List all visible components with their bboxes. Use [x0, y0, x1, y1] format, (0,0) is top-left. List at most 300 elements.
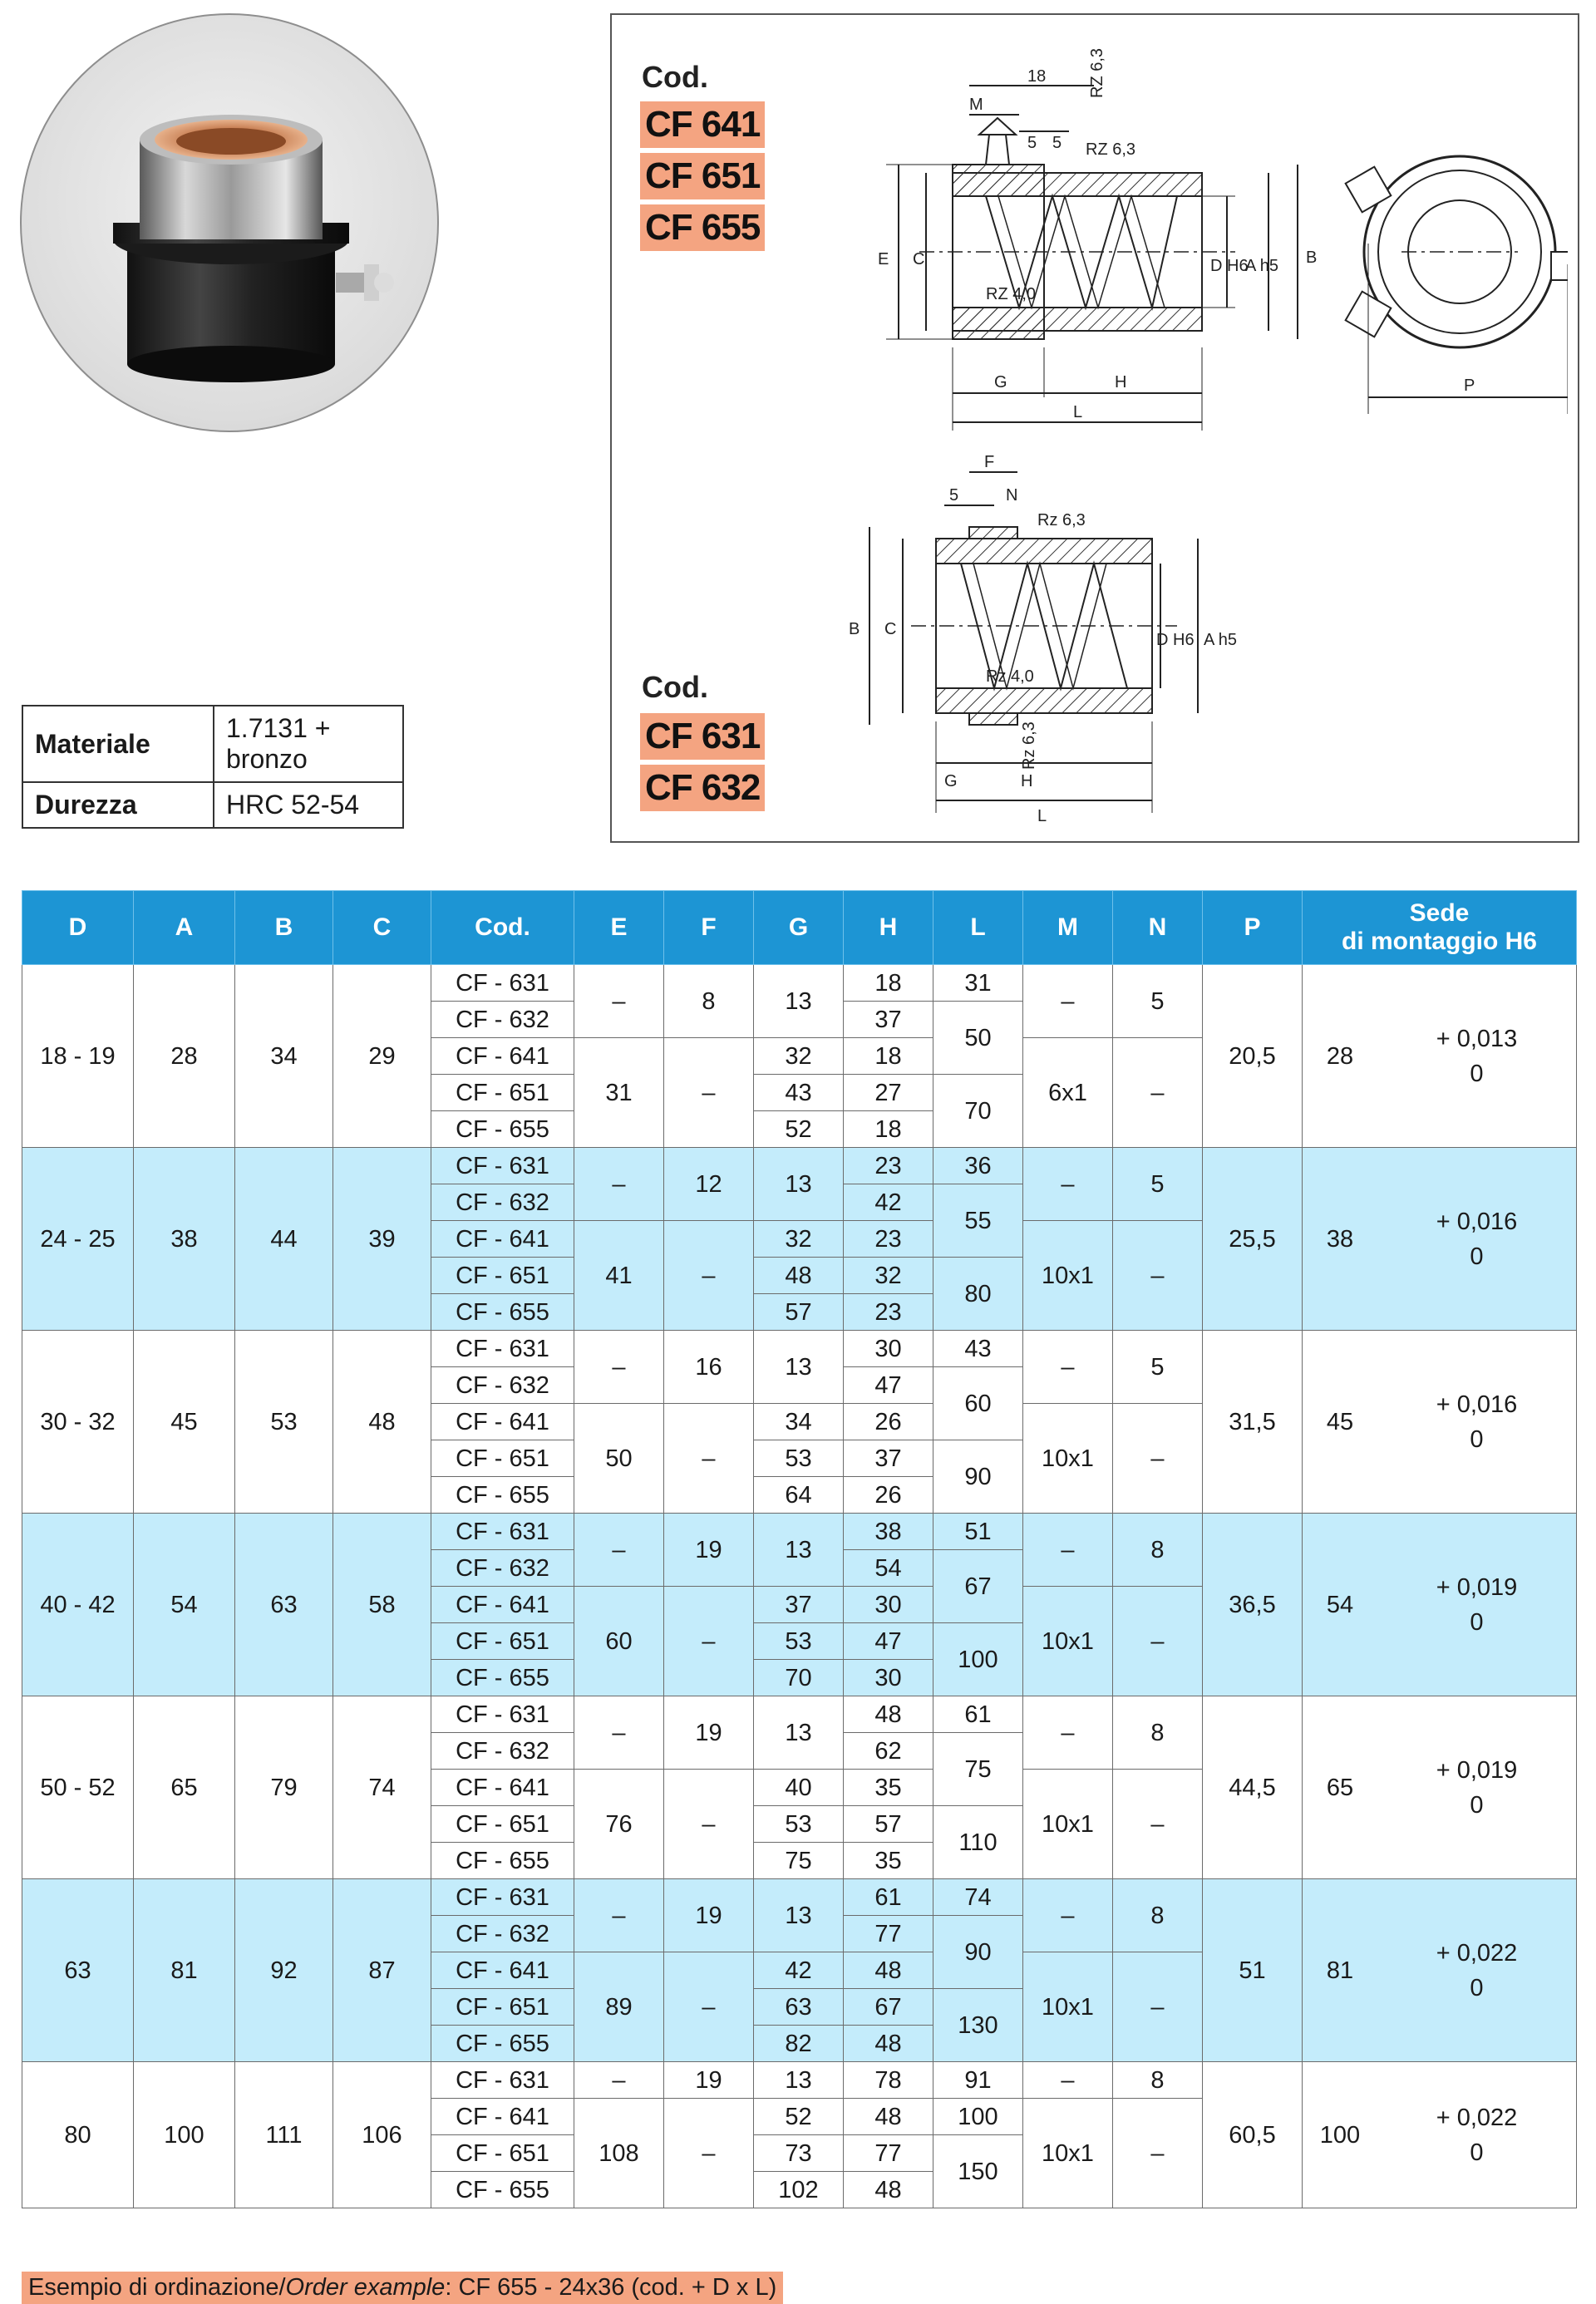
cell-N: 8 — [1113, 1879, 1203, 1952]
cell-B: 111 — [235, 2062, 333, 2208]
cell-B: 34 — [235, 965, 333, 1148]
cell-A: 28 — [134, 965, 235, 1148]
cell-sede — [1303, 1331, 1577, 1514]
table-row — [22, 965, 1577, 1002]
cell-C: 29 — [333, 965, 431, 1148]
cell-P: 36,5 — [1203, 1514, 1303, 1696]
cell-M: 6x1 — [1023, 1038, 1113, 1148]
label-rz-top-2: Rz 6,3 — [1037, 511, 1086, 529]
cell-L: 43 — [933, 1331, 1023, 1367]
cell-H: 47 — [844, 1367, 933, 1404]
cell-M: – — [1023, 1879, 1113, 1952]
hardness-row — [22, 782, 403, 828]
cell-G: 40 — [754, 1770, 844, 1806]
cell-F: – — [664, 1952, 754, 2062]
cell-G: 53 — [754, 1440, 844, 1477]
cod-label-top: Cod. — [642, 60, 708, 94]
cell-cod: CF - 655 — [431, 1477, 574, 1514]
cell-E: – — [574, 1331, 664, 1404]
cell-cod: CF - 632 — [431, 1733, 574, 1770]
cell-D: 40 - 42 — [22, 1514, 134, 1696]
sede-tolerance — [1377, 1387, 1576, 1457]
cell-A: 38 — [134, 1148, 235, 1331]
cell-D: 18 - 19 — [22, 965, 134, 1148]
material-row — [22, 706, 403, 782]
header-sede — [1303, 891, 1577, 965]
table-group — [22, 1696, 1577, 1879]
cell-F: – — [664, 2099, 754, 2208]
cell-cod: CF - 655 — [431, 2026, 574, 2062]
cell-F: 12 — [664, 1148, 754, 1221]
label-rz-bottom: Rz 6,3 — [1020, 721, 1038, 770]
header-F: F — [664, 891, 754, 965]
dimensions-table — [22, 890, 1577, 2208]
cell-N: 5 — [1113, 965, 1203, 1038]
label-H-2: H — [1021, 772, 1033, 790]
cell-L: 60 — [933, 1367, 1023, 1440]
label-C: C — [913, 250, 925, 268]
cell-H: 48 — [844, 1952, 933, 1989]
cell-N: 5 — [1113, 1331, 1203, 1404]
cell-F: – — [664, 1404, 754, 1514]
code-cf655: CF 655 — [640, 204, 765, 251]
cell-H: 27 — [844, 1075, 933, 1111]
order-italic: Order example — [285, 2274, 446, 2301]
cell-cod: CF - 631 — [431, 1514, 574, 1550]
cell-M: – — [1023, 965, 1113, 1038]
cell-G: 32 — [754, 1221, 844, 1258]
cell-H: 18 — [844, 1111, 933, 1148]
cell-G: 13 — [754, 1331, 844, 1404]
cell-cod: CF - 641 — [431, 1404, 574, 1440]
cell-D: 80 — [22, 2062, 134, 2208]
cell-G: 52 — [754, 1111, 844, 1148]
cell-N: 8 — [1113, 1514, 1203, 1587]
tolerance-plus: + 0,016 — [1436, 1391, 1518, 1418]
sede-tolerance — [1377, 1570, 1576, 1640]
cell-H: 77 — [844, 2135, 933, 2172]
cell-L: 74 — [933, 1879, 1023, 1916]
label-N: N — [1006, 486, 1018, 505]
cell-L: 90 — [933, 1916, 1023, 1989]
label-rz-top: RZ 6,3 — [1088, 48, 1106, 98]
cell-H: 61 — [844, 1879, 933, 1916]
cell-G: 13 — [754, 1514, 844, 1587]
header-G: G — [754, 891, 844, 965]
tolerance-plus: + 0,019 — [1436, 1573, 1518, 1601]
label-L-2: L — [1037, 807, 1047, 825]
cell-H: 35 — [844, 1770, 933, 1806]
cell-P: 20,5 — [1203, 965, 1303, 1148]
cell-H: 32 — [844, 1258, 933, 1294]
cell-F: 16 — [664, 1331, 754, 1404]
cell-L: 50 — [933, 1002, 1023, 1075]
header-N: N — [1113, 891, 1203, 965]
table-row — [22, 1331, 1577, 1367]
bushing-image — [22, 15, 437, 431]
cell-G: 53 — [754, 1806, 844, 1843]
label-F: F — [984, 453, 995, 471]
material-value: 1.7131 + bronzo — [214, 706, 403, 782]
label-5b: 5 — [1052, 134, 1062, 152]
tolerance-plus: + 0,019 — [1436, 1756, 1518, 1784]
cell-H: 35 — [844, 1843, 933, 1879]
cell-A: 45 — [134, 1331, 235, 1514]
cell-H: 23 — [844, 1294, 933, 1331]
cell-A: 100 — [134, 2062, 235, 2208]
header-D: D — [22, 891, 134, 965]
code-cf631: CF 631 — [640, 713, 765, 760]
tolerance-zero: 0 — [1470, 2139, 1484, 2166]
cell-C: 74 — [333, 1696, 431, 1879]
cell-G: 75 — [754, 1843, 844, 1879]
cell-N: – — [1113, 1404, 1203, 1514]
cell-E: 41 — [574, 1221, 664, 1331]
cell-cod: CF - 641 — [431, 1221, 574, 1258]
cell-H: 26 — [844, 1404, 933, 1440]
cell-cod: CF - 631 — [431, 1879, 574, 1916]
section-drawing-plain — [820, 447, 1285, 830]
cell-N: 8 — [1113, 2062, 1203, 2099]
cell-M: 10x1 — [1023, 1221, 1113, 1331]
cell-B: 53 — [235, 1331, 333, 1514]
hardness-label: Durezza — [22, 782, 214, 828]
cell-H: 67 — [844, 1989, 933, 2026]
label-E: E — [878, 250, 889, 268]
header-sede-line2: di montaggio H6 — [1342, 928, 1537, 955]
cell-F: 19 — [664, 2062, 754, 2099]
header-sede-line1: Sede — [1409, 899, 1470, 927]
cell-cod: CF - 631 — [431, 1696, 574, 1733]
cell-cod: CF - 651 — [431, 1075, 574, 1111]
label-5a: 5 — [1027, 134, 1037, 152]
label-B: B — [1306, 249, 1318, 267]
technical-drawing-panel — [610, 13, 1579, 843]
cell-H: 23 — [844, 1221, 933, 1258]
cell-A: 81 — [134, 1879, 235, 2062]
cell-G: 53 — [754, 1623, 844, 1660]
cell-P: 44,5 — [1203, 1696, 1303, 1879]
cell-L: 110 — [933, 1806, 1023, 1879]
cell-E: 31 — [574, 1038, 664, 1148]
cell-L: 130 — [933, 1989, 1023, 2062]
cell-N: – — [1113, 1221, 1203, 1331]
sede-tolerance — [1377, 2100, 1576, 2170]
cell-cod: CF - 641 — [431, 2099, 574, 2135]
label-D-H6: D H6 — [1210, 257, 1249, 275]
table-group — [22, 965, 1577, 1148]
material-table — [22, 705, 404, 829]
cell-L: 150 — [933, 2135, 1023, 2208]
sede-diameter: 28 — [1326, 1042, 1354, 1070]
tolerance-plus: + 0,013 — [1436, 1025, 1518, 1052]
tolerance-plus: + 0,022 — [1436, 2104, 1518, 2131]
cell-G: 13 — [754, 1879, 844, 1952]
cell-G: 63 — [754, 1989, 844, 2026]
cell-H: 23 — [844, 1148, 933, 1184]
cell-F: – — [664, 1038, 754, 1148]
sede-tolerance — [1377, 1753, 1576, 1823]
cell-cod: CF - 651 — [431, 2135, 574, 2172]
label-C-2: C — [884, 620, 897, 638]
cell-E: – — [574, 965, 664, 1038]
product-photo — [20, 13, 439, 432]
cell-G: 13 — [754, 1148, 844, 1221]
cell-C: 87 — [333, 1879, 431, 2062]
cell-H: 18 — [844, 1038, 933, 1075]
cell-cod: CF - 632 — [431, 1002, 574, 1038]
cell-G: 13 — [754, 1696, 844, 1770]
cell-M: – — [1023, 1514, 1113, 1587]
cell-N: 5 — [1113, 1148, 1203, 1221]
cell-N: 8 — [1113, 1696, 1203, 1770]
table-header-row — [22, 891, 1577, 965]
label-H: H — [1115, 373, 1127, 391]
cell-M: 10x1 — [1023, 2099, 1113, 2208]
cell-cod: CF - 655 — [431, 1843, 574, 1879]
cell-H: 38 — [844, 1514, 933, 1550]
cell-G: 82 — [754, 2026, 844, 2062]
cell-G: 42 — [754, 1952, 844, 1989]
cell-N: – — [1113, 1038, 1203, 1148]
cell-B: 44 — [235, 1148, 333, 1331]
cell-L: 31 — [933, 965, 1023, 1002]
cell-cod: CF - 641 — [431, 1038, 574, 1075]
cell-M: 10x1 — [1023, 1587, 1113, 1696]
cell-E: – — [574, 1879, 664, 1952]
cell-L: 91 — [933, 2062, 1023, 2099]
section-drawing-flanged — [820, 48, 1568, 447]
cell-G: 52 — [754, 2099, 844, 2135]
label-L: L — [1073, 403, 1083, 421]
label-P: P — [1464, 377, 1475, 395]
cell-G: 64 — [754, 1477, 844, 1514]
label-D-H6-2: D H6 — [1156, 631, 1195, 649]
cell-F: – — [664, 1587, 754, 1696]
header-A: A — [134, 891, 235, 965]
sede-tolerance — [1377, 1022, 1576, 1091]
cell-F: 8 — [664, 965, 754, 1038]
cell-L: 67 — [933, 1550, 1023, 1623]
cell-E: – — [574, 1696, 664, 1770]
header-H: H — [844, 891, 933, 965]
label-M: M — [969, 96, 983, 114]
cell-P: 31,5 — [1203, 1331, 1303, 1514]
cell-cod: CF - 651 — [431, 1806, 574, 1843]
header-cod: Cod. — [431, 891, 574, 965]
cell-M: 10x1 — [1023, 1952, 1113, 2062]
tolerance-zero: 0 — [1470, 1791, 1484, 1819]
cell-H: 77 — [844, 1916, 933, 1952]
sede-tolerance — [1377, 1204, 1576, 1274]
label-G: G — [994, 373, 1007, 391]
cell-L: 70 — [933, 1075, 1023, 1148]
cell-cod: CF - 641 — [431, 1770, 574, 1806]
cell-H: 42 — [844, 1184, 933, 1221]
cell-P: 51 — [1203, 1879, 1303, 2062]
cell-L: 75 — [933, 1733, 1023, 1806]
cell-L: 80 — [933, 1258, 1023, 1331]
cell-L: 100 — [933, 2099, 1023, 2135]
cell-H: 30 — [844, 1331, 933, 1367]
cell-cod: CF - 641 — [431, 1952, 574, 1989]
cell-H: 62 — [844, 1733, 933, 1770]
label-G-2: G — [944, 772, 958, 790]
table-group — [22, 1514, 1577, 1696]
cod-label-bottom: Cod. — [642, 670, 708, 704]
cell-G: 34 — [754, 1404, 844, 1440]
cell-P: 25,5 — [1203, 1148, 1303, 1331]
table-row — [22, 1879, 1577, 1916]
sede-diameter: 65 — [1326, 1774, 1354, 1801]
cell-H: 78 — [844, 2062, 933, 2099]
cell-cod: CF - 632 — [431, 1367, 574, 1404]
cell-F: 19 — [664, 1696, 754, 1770]
cell-L: 90 — [933, 1440, 1023, 1514]
cell-D: 24 - 25 — [22, 1148, 134, 1331]
cell-B: 92 — [235, 1879, 333, 2062]
tolerance-zero: 0 — [1470, 1060, 1484, 1087]
cell-H: 48 — [844, 2026, 933, 2062]
cell-cod: CF - 651 — [431, 1440, 574, 1477]
cell-L: 61 — [933, 1696, 1023, 1733]
sede-diameter: 81 — [1326, 1957, 1354, 1984]
cell-H: 37 — [844, 1002, 933, 1038]
cell-L: 51 — [933, 1514, 1023, 1550]
cell-E: 108 — [574, 2099, 664, 2208]
table-row — [22, 2062, 1577, 2099]
cell-H: 48 — [844, 2099, 933, 2135]
order-prefix: Esempio di ordinazione/ — [28, 2274, 286, 2301]
table-group — [22, 1879, 1577, 2062]
cell-D: 63 — [22, 1879, 134, 2062]
cell-M: – — [1023, 2062, 1113, 2099]
cell-G: 102 — [754, 2172, 844, 2208]
code-cf632: CF 632 — [640, 765, 765, 811]
cell-cod: CF - 655 — [431, 1660, 574, 1696]
cell-sede — [1303, 1696, 1577, 1879]
sede-diameter: 54 — [1326, 1591, 1354, 1618]
cell-G: 73 — [754, 2135, 844, 2172]
table-row — [22, 1514, 1577, 1550]
cell-N: – — [1113, 1952, 1203, 2062]
cell-B: 63 — [235, 1514, 333, 1696]
cell-H: 37 — [844, 1440, 933, 1477]
cell-E: 76 — [574, 1770, 664, 1879]
cell-cod: CF - 641 — [431, 1587, 574, 1623]
label-A-h5: A h5 — [1245, 257, 1279, 275]
cell-M: – — [1023, 1148, 1113, 1221]
tolerance-plus: + 0,022 — [1436, 1939, 1518, 1967]
cell-H: 18 — [844, 965, 933, 1002]
cell-E: 89 — [574, 1952, 664, 2062]
cell-P: 60,5 — [1203, 2062, 1303, 2208]
cell-H: 57 — [844, 1806, 933, 1843]
cell-C: 39 — [333, 1148, 431, 1331]
sede-diameter: 100 — [1319, 2121, 1361, 2149]
cell-cod: CF - 631 — [431, 1148, 574, 1184]
cell-F: 19 — [664, 1879, 754, 1952]
label-rz-side: RZ 6,3 — [1086, 140, 1136, 159]
cell-H: 30 — [844, 1587, 933, 1623]
table-row — [22, 1148, 1577, 1184]
cell-E: 60 — [574, 1587, 664, 1696]
code-cf641: CF 641 — [640, 101, 765, 148]
cell-sede — [1303, 1514, 1577, 1696]
header-B: B — [235, 891, 333, 965]
cell-N: – — [1113, 1587, 1203, 1696]
cell-D: 30 - 32 — [22, 1331, 134, 1514]
label-18: 18 — [1027, 67, 1047, 86]
cell-cod: CF - 655 — [431, 1111, 574, 1148]
cell-H: 54 — [844, 1550, 933, 1587]
cell-C: 48 — [333, 1331, 431, 1514]
header-E: E — [574, 891, 664, 965]
sede-diameter: 45 — [1326, 1408, 1354, 1435]
label-rz-inner: RZ 4,0 — [986, 285, 1037, 303]
hardness-value: HRC 52-54 — [214, 782, 403, 828]
cell-H: 48 — [844, 1696, 933, 1733]
cell-C: 106 — [333, 2062, 431, 2208]
cell-G: 48 — [754, 1258, 844, 1294]
cell-sede — [1303, 1879, 1577, 2062]
cell-cod: CF - 631 — [431, 2062, 574, 2099]
cell-L: 100 — [933, 1623, 1023, 1696]
header-M: M — [1023, 891, 1113, 965]
header-P: P — [1203, 891, 1303, 965]
cell-cod: CF - 632 — [431, 1184, 574, 1221]
tolerance-zero: 0 — [1470, 1974, 1484, 2001]
label-rz-inner-2: Rz 4,0 — [986, 667, 1034, 686]
cell-sede — [1303, 2062, 1577, 2208]
cell-G: 70 — [754, 1660, 844, 1696]
cell-E: – — [574, 1148, 664, 1221]
table-row — [22, 1696, 1577, 1733]
cell-E: – — [574, 2062, 664, 2099]
cell-sede — [1303, 965, 1577, 1148]
label-5: 5 — [949, 486, 959, 505]
sede-tolerance — [1377, 1936, 1576, 2006]
tolerance-zero: 0 — [1470, 1243, 1484, 1270]
cell-M: – — [1023, 1696, 1113, 1770]
cell-A: 54 — [134, 1514, 235, 1696]
cell-M: 10x1 — [1023, 1404, 1113, 1514]
cell-cod: CF - 655 — [431, 1294, 574, 1331]
material-label: Materiale — [22, 706, 214, 782]
cell-G: 13 — [754, 965, 844, 1038]
cell-G: 57 — [754, 1294, 844, 1331]
header-C: C — [333, 891, 431, 965]
table-group — [22, 2062, 1577, 2208]
table-group — [22, 1331, 1577, 1514]
cell-H: 48 — [844, 2172, 933, 2208]
cell-N: – — [1113, 1770, 1203, 1879]
code-cf651: CF 651 — [640, 153, 765, 199]
cell-E: – — [574, 1514, 664, 1587]
cell-D: 50 - 52 — [22, 1696, 134, 1879]
cell-F: – — [664, 1770, 754, 1879]
cell-cod: CF - 631 — [431, 965, 574, 1002]
cell-G: 43 — [754, 1075, 844, 1111]
cell-cod: CF - 631 — [431, 1331, 574, 1367]
label-A-h5-2: A h5 — [1204, 631, 1238, 649]
cell-sede — [1303, 1148, 1577, 1331]
header-L: L — [933, 891, 1023, 965]
cell-cod: CF - 632 — [431, 1550, 574, 1587]
cell-F: 19 — [664, 1514, 754, 1587]
cell-L: 55 — [933, 1184, 1023, 1258]
tolerance-zero: 0 — [1470, 1425, 1484, 1453]
